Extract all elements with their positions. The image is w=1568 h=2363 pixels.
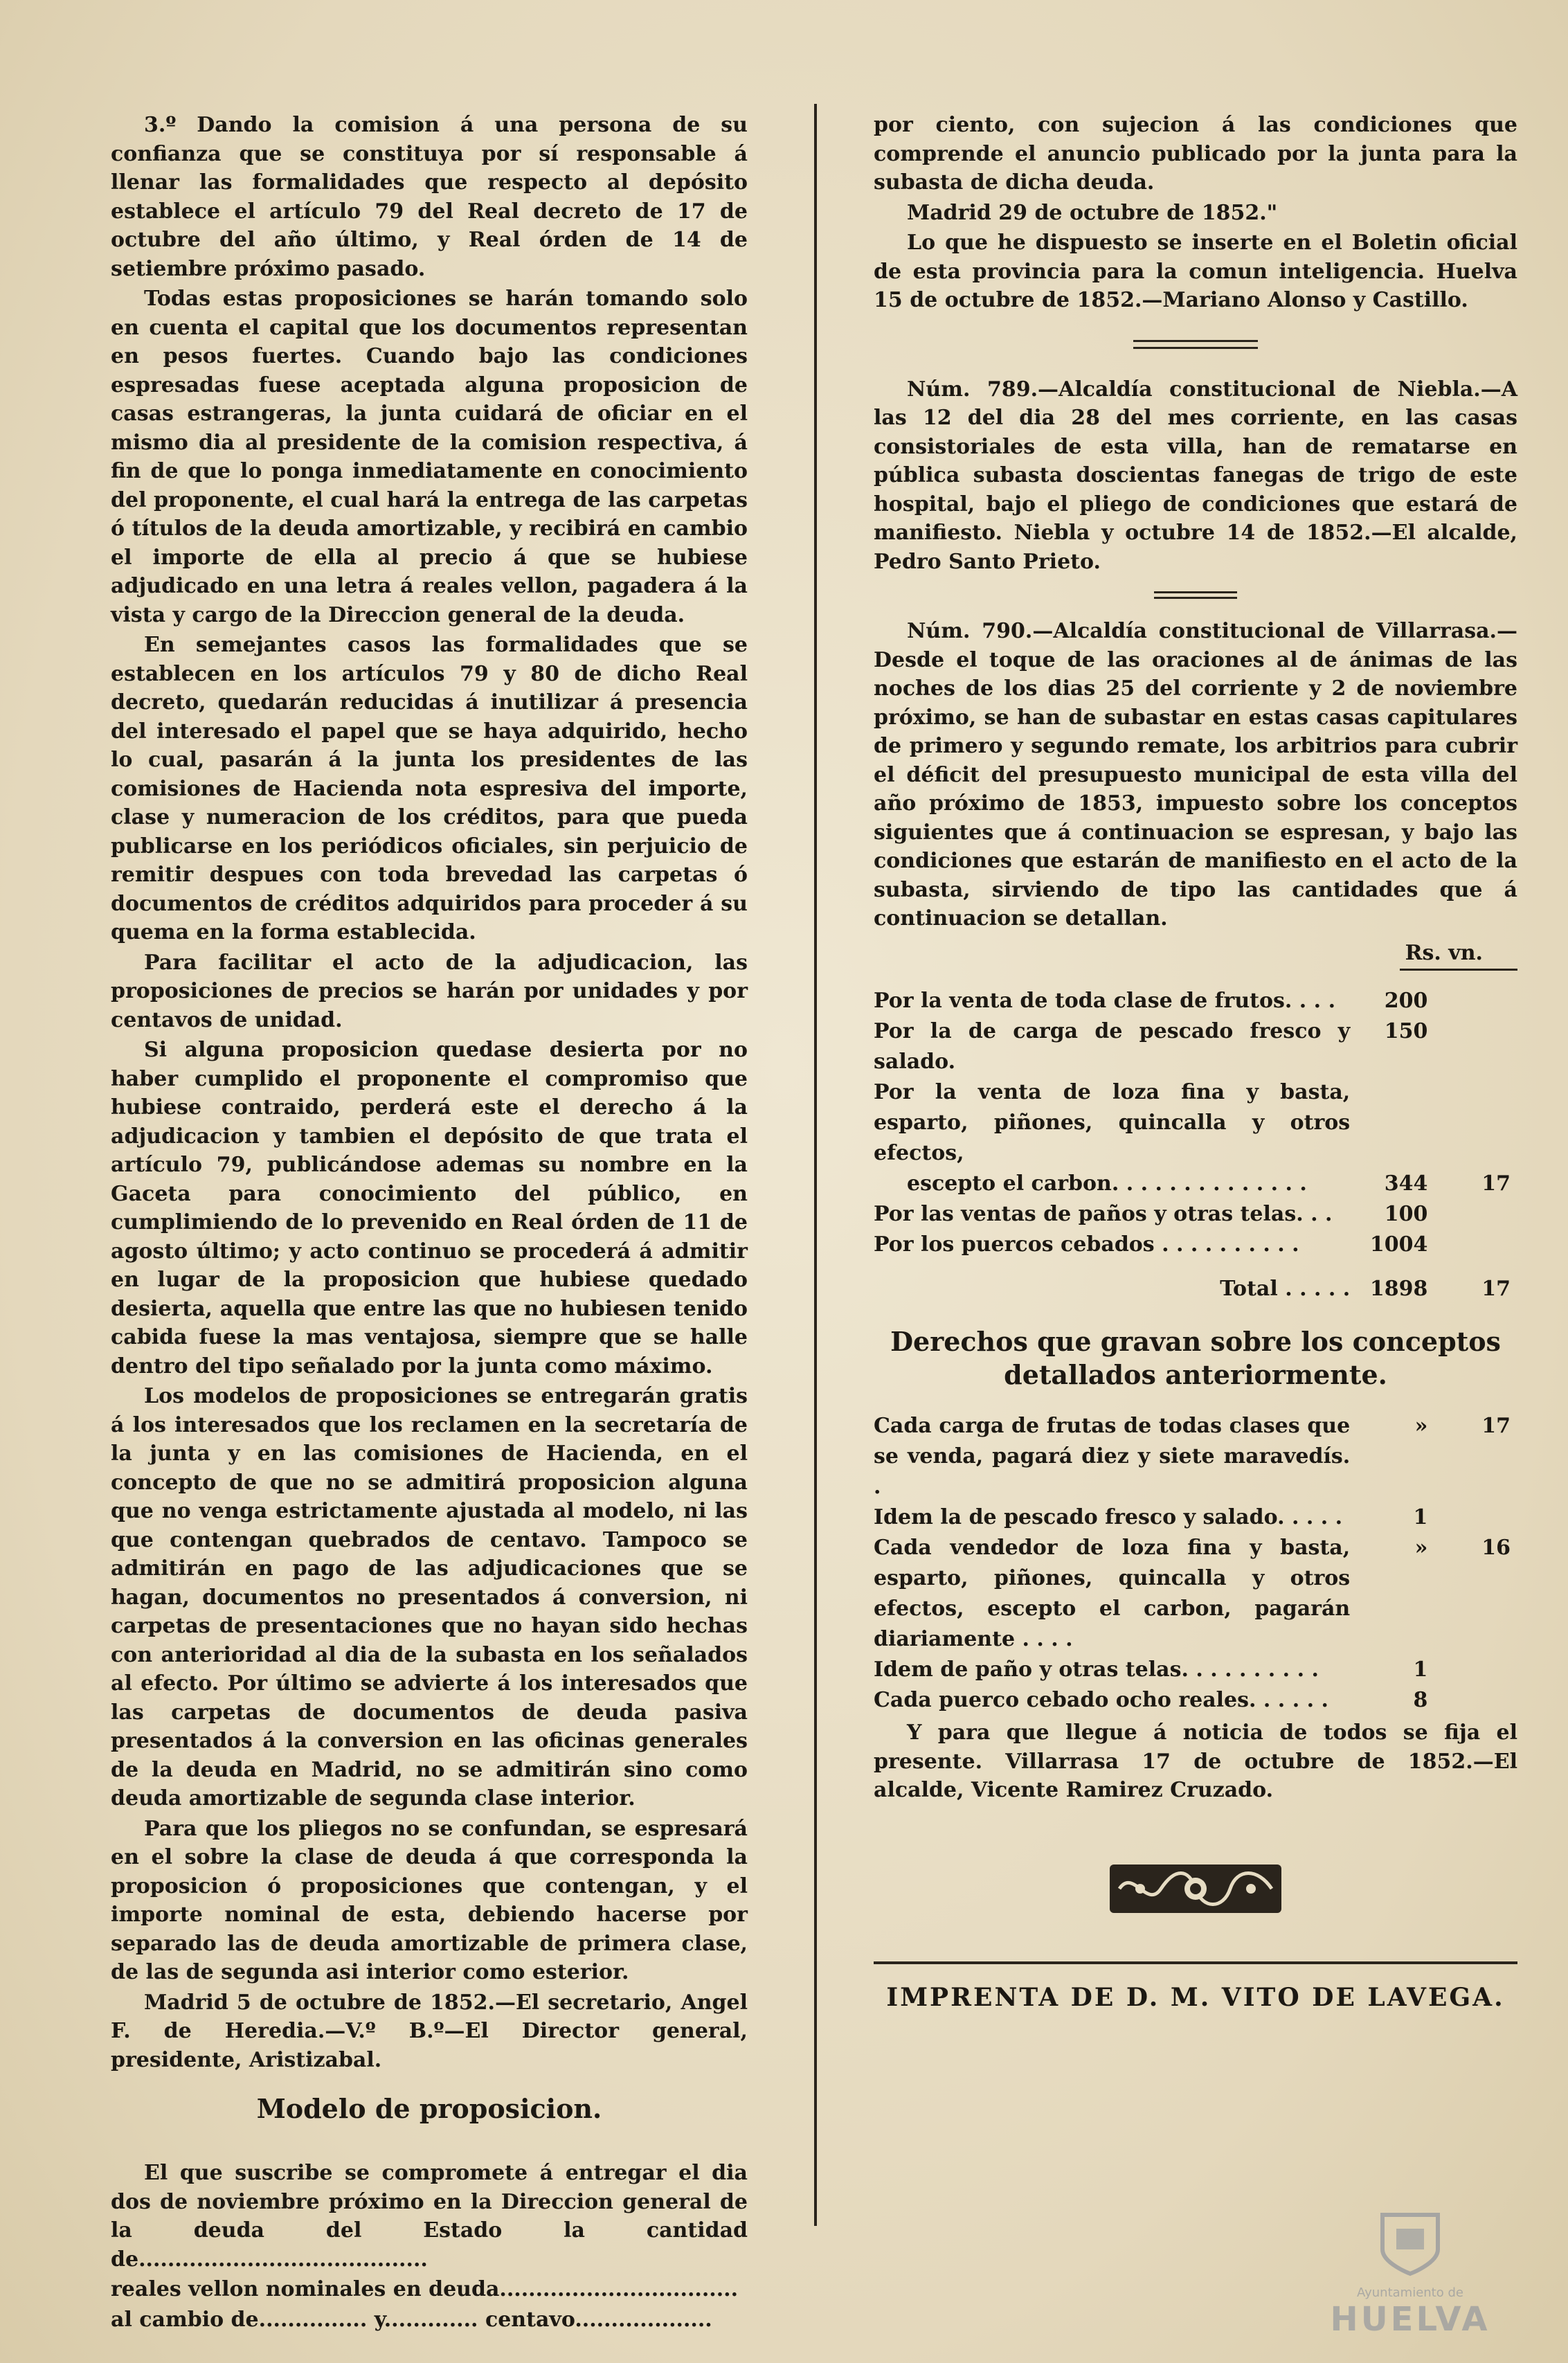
- table-row: Cada vendedor de loza fina y basta, esparto, piñones, quincalla y otros efectos, escepto el carbon, pagarán diariamente . . . . » 16: [874, 1536, 1511, 1651]
- units-rule: [1400, 969, 1517, 971]
- column-divider: [814, 104, 817, 2226]
- modelo-line-1: El que suscribe se compromete á entregar el dia dos de noviembre próximo en la Direccion general de la deuda del Estado la cantidad de........................................: [111, 2161, 748, 2272]
- paragraph-proposiciones: Todas estas proposiciones se harán tomando solo en cuenta el capital que los documentos representan en pesos fuertes. Cuando bajo las condiciones espresadas fuese aceptada alguna proposicion de casas estrangeras, la junta cuidará de oficiar en el mismo dia al presidente de la comision respectiva, á fin de que lo ponga inmediatamente en conocimiento del proponente, el cual hará la entrega de las carpetas ó títulos de la deuda amortizable, y recibirá en cambio el importe de ella al precio á que se hubiese adjudicado en una letra á reales vellon, pagadera á la vista y cargo de la Direccion general de la deuda.: [111, 287, 748, 627]
- paragraph-adjudicacion: Para facilitar el acto de la adjudicacion, las proposiciones de precios se harán por unidades y por centavos de unidad.: [111, 950, 748, 1032]
- watermark-logo: [1286, 2208, 1535, 2346]
- paragraph-modelos: Los modelos de proposiciones se entregarán gratis á los interesados que los reclamen en la secretaría de la junta y en las comisiones de Hacienda, en el concepto de que no se admitirá proposicion alguna que no venga estrictamente ajustada al modelo, ni las que contengan quebrados de centavo. Tampoco se admitirán en pago de las adjudicaciones que se hagan, documentos no presentados á conversion, ni carpetas de presentaciones que no hayan sido hechas con anterioridad al dia de la subasta en los señalados al efecto. Por último se advierte á los interesados que las carpetas de documentos de deuda pasiva presentados á la conversion en las oficinas generales de la deuda en Madrid, no se admitirán sino como deuda amortizable de segunda clase interior.: [111, 1384, 748, 1811]
- paragraph-pliegos: Para que los pliegos no se confundan, se espresará en el sobre la clase de deuda á que corresponda la proposicion ó proposiciones que contengan, y el importe nominal de esta, debiendo hacerse por separado las de deuda amortizable de primera clase, de las de segunda asi interior como esterior.: [111, 1816, 748, 1984]
- table-row: escepto el carbon. . . . . . . . . . . . . . 344 17: [907, 1171, 1511, 1196]
- table-row: Por las ventas de paños y otras telas. . . 100: [874, 1202, 1428, 1226]
- table-row: Por los puercos cebados . . . . . . . . . . 1004: [874, 1232, 1428, 1257]
- footer-rule: [874, 1961, 1517, 1964]
- derechos-table: [874, 1411, 1517, 1716]
- section-rule-2: [1154, 591, 1237, 599]
- modelo-line-3: al cambio de............... y............. centavo...................: [111, 2307, 712, 2332]
- table-row: Cada carga de frutas de todas clases que se venda, pagará diez y siete maravedís. . » 17: [874, 1414, 1511, 1499]
- continuation-text: por ciento, con sujecion á las condiciones que comprende el anuncio publicado por la junta para la subasta de dicha deuda.: [874, 113, 1517, 195]
- table-row: Idem la de pescado fresco y salado. . . . . 1: [874, 1505, 1428, 1529]
- section-rule: [1133, 340, 1258, 349]
- modelo-title: Modelo de proposicion.: [256, 2093, 602, 2124]
- paragraph-firma-madrid: Madrid 5 de octubre de 1852.—El secretario, Angel F. de Heredia.—V.º B.º—El Director general, presidente, Aristizabal.: [111, 1990, 748, 2072]
- total-row: Total . . . . . 1898 17: [1220, 1277, 1511, 1301]
- insert-note: Lo que he dispuesto se inserte en el Boletin oficial de esta provincia para la comun inteligencia. Huelva 15 de octubre de 1852.—Mariano Alonso y Castillo.: [874, 231, 1517, 312]
- paragraph-formalidades: En semejantes casos las formalidades que se establecen en los artículos 79 y 80 de dicho Real decreto, quedarán reducidas á inutilizar á presencia del interesado el papel que se haya adquirido, hecho lo cual, pasarán á la junta los presidentes de las comisiones de Hacienda nota espresiva del importe, clase y numeracion de los créditos, para que pueda publicarse en los periódicos oficiales, sin perjuicio de remitir despues con toda brevedad las carpetas ó documentos de créditos adquiridos para proceder á su quema en la forma establecida.: [111, 633, 748, 944]
- notice-789: Núm. 789.—Alcaldía constitucional de Niebla.—A las 12 del dia 28 del mes corriente, en las casas consistoriales de esta villa, han de rematarse en pública subasta doscientas fanegas de trigo de este hospital, bajo el pliego de condiciones que estará de manifiesto. Niebla y octubre 14 de 1852.—El alcalde, Pedro Santo Prieto.: [874, 377, 1517, 574]
- closing-text: Y para que llegue á noticia de todos se fija el presente. Villarrasa 17 de octubre de 1852.—El alcalde, Vicente Ramirez Cruzado.: [874, 1720, 1517, 1802]
- watermark-small-text: Ayuntamiento de: [1357, 2285, 1463, 2300]
- tipo-table: [874, 986, 1517, 1304]
- crest-icon: [1369, 2208, 1452, 2277]
- table-row: Cada puerco cebado ocho reales. . . . . . 8: [874, 1688, 1428, 1712]
- table-row: Por la venta de loza fina y basta, esparto, piñones, quincalla y otros efectos,: [874, 1080, 1351, 1165]
- units-label: Rs. vn.: [1405, 940, 1483, 965]
- watermark-city: HUELVA: [1330, 2300, 1490, 2339]
- paragraph-3-comision: 3.º Dando la comision á una persona de su confianza que se constituya por sí responsable á llenar las formalidades que respecto al depósito establece el artículo 79 del Real decreto de 17 de octubre del año último, y Real órden de 14 de setiembre próximo pasado.: [111, 113, 748, 281]
- paragraph-desierta: Si alguna proposicion quedase desierta por no haber cumplido el proponente el compromiso que hubiese contraido, perderá este el derecho á la adjudicacion y tambien el depósito de que trata el artículo 79, publicándose ademas su nombre en la Gaceta para conocimiento del público, en cumplimiendo de lo prevenido en Real órden de 11 de agosto último; y acto continuo se procederá á admitir en lugar de la proposicion que hubiese quedado desierta, aquella que entre las que no hubiesen tenido cabida fuese la mas ventajosa, siempre que se halle dentro del tipo señalado por la junta como máximo.: [111, 1038, 748, 1378]
- table-row: Por la venta de toda clase de frutos. . . . 200: [874, 989, 1428, 1013]
- printer-imprint: IMPRENTA DE D. M. VITO DE LAVEGA.: [886, 1982, 1505, 2012]
- right-column: [874, 111, 1517, 2012]
- left-column: [111, 111, 748, 2335]
- ornament-icon: [1106, 1858, 1286, 1920]
- modelo-line-2: reales vellon nominales en deuda.................................: [111, 2277, 739, 2301]
- table-row: Idem de paño y otras telas. . . . . . . . . . 1: [874, 1657, 1428, 1682]
- derechos-title: Derechos que gravan sobre los conceptos detallados anteriormente.: [890, 1326, 1501, 1390]
- table-row: Por la de carga de pescado fresco y salado. 150: [874, 1019, 1428, 1074]
- continuation-signature: Madrid 29 de octubre de 1852.": [907, 200, 1278, 225]
- notice-790: Núm. 790.—Alcaldía constitucional de Villarrasa.—Desde el toque de las oraciones al de ánimas de las noches de los dias 25 del corriente y 2 de noviembre próximo, se han de subastar en estas casas capitulares de primero y segundo remate, los arbitrios para cubrir el déficit del presupuesto municipal de esta villa del año próximo de 1853, impuesto sobre los conceptos siguientes que á continuacion se espresan, y bajo las condiciones que estarán de manifiesto en el acto de la subasta, sirviendo de tipo las cantidades que á continuacion se detallan.: [874, 619, 1517, 931]
